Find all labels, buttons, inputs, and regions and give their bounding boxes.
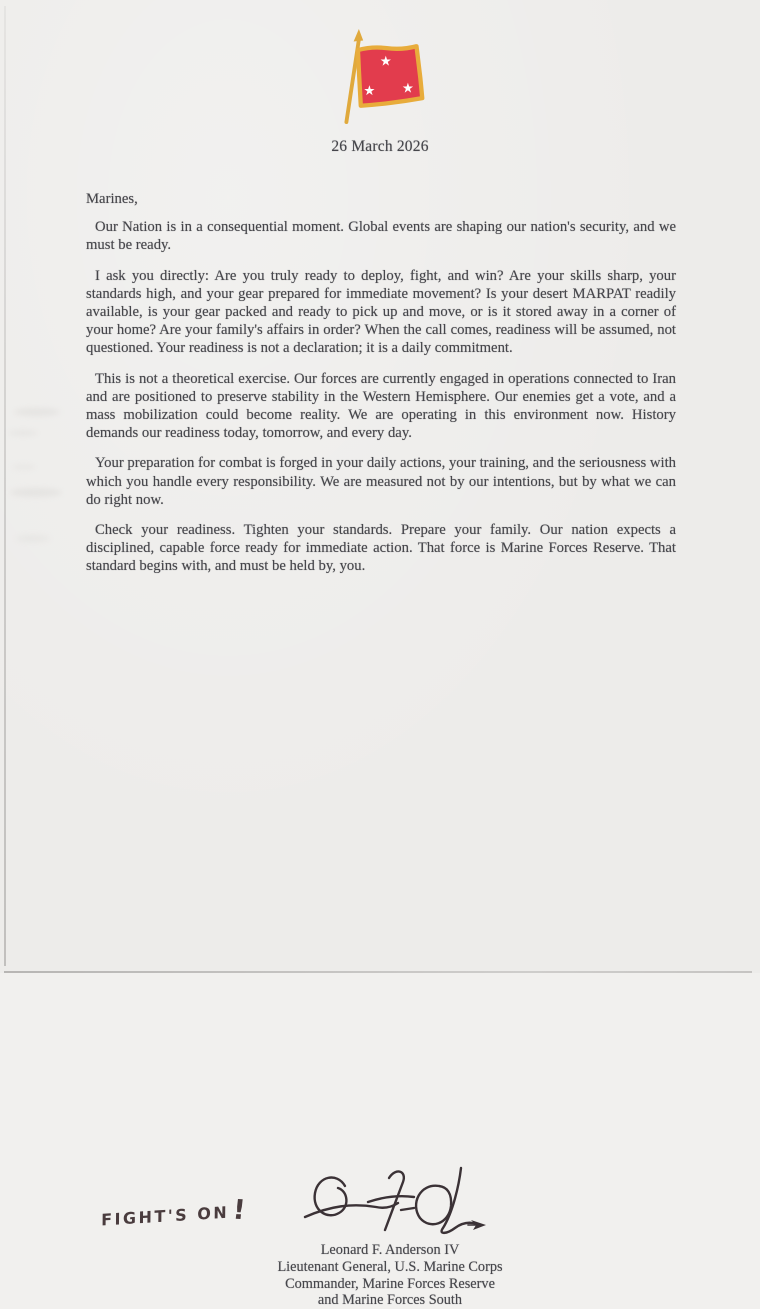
- svg-text:★: ★: [401, 81, 414, 97]
- paragraph-5: Check your readiness. Tighten your standards. Prepare your family. Our nation expects a disciplined, capable force ready for immediate action. That force is Marine Forces Reserve. That standard begins with, and must be held by, you.: [86, 522, 676, 575]
- letter-body: [86, 190, 676, 576]
- scan-background-strip: [0, 973, 760, 986]
- salutation: Marines,: [86, 191, 138, 207]
- signer-rank: Lieutenant General, U.S. Marine Corps: [277, 1258, 503, 1275]
- svg-text:★: ★: [363, 84, 376, 100]
- letterhead: [0, 26, 760, 126]
- signer-name: Leonard F. Anderson IV: [320, 1242, 460, 1258]
- three-star-flag-icon: [332, 26, 428, 126]
- signer-role-line1: Commander, Marine Forces Reserve: [285, 1275, 495, 1292]
- handwritten-note: [101, 1192, 248, 1232]
- scan-smudge: [10, 488, 62, 497]
- handwritten-note-text: FIGHT'S ON: [101, 1202, 230, 1230]
- letter-date: 26 March 2026: [331, 138, 429, 155]
- signature-block: [225, 1242, 555, 1309]
- paragraph-1: Our Nation is in a consequential moment. Global events are shaping our nation's security, and we must be ready.: [86, 219, 676, 254]
- handwritten-exclamation: !: [231, 1194, 250, 1227]
- scan-smudge: [14, 408, 60, 416]
- paragraph-2: I ask you directly: Are you truly ready to deploy, fight, and win? Are your skills sharp, your standards high, and your gear prepared for immediate movement? Is your desert MARPAT readily available, is your gear packed and ready to pick up and move, or is it stored away in a corner of your home? Are your family's affairs in order? When the call comes, readiness will be assumed, not questioned. Your readiness is not a declaration; it is a daily commitment.: [86, 267, 676, 357]
- signer-role-line2: and Marine Forces South: [317, 1292, 463, 1309]
- scan-smudge: [16, 535, 50, 542]
- closing-section: [0, 580, 760, 1309]
- scan-smudge: [8, 430, 38, 436]
- signature-scrawl: [302, 1163, 498, 1247]
- scan-smudge: [12, 464, 36, 470]
- paragraph-4: Your preparation for combat is forged in your daily actions, your training, and the seriousness with which you handle every responsibility. We are measured not by our intentions, but by what we can do right now.: [86, 455, 676, 508]
- paragraph-3: This is not a theoretical exercise. Our forces are currently engaged in operations connected to Iran and are positioned to preserve stability in the Western Hemisphere. Our enemies get a vote, and a mass mobilization could become reality. We are operating in this environment now. History demands our readiness today, tomorrow, and every day.: [86, 370, 676, 442]
- svg-text:★: ★: [379, 54, 392, 70]
